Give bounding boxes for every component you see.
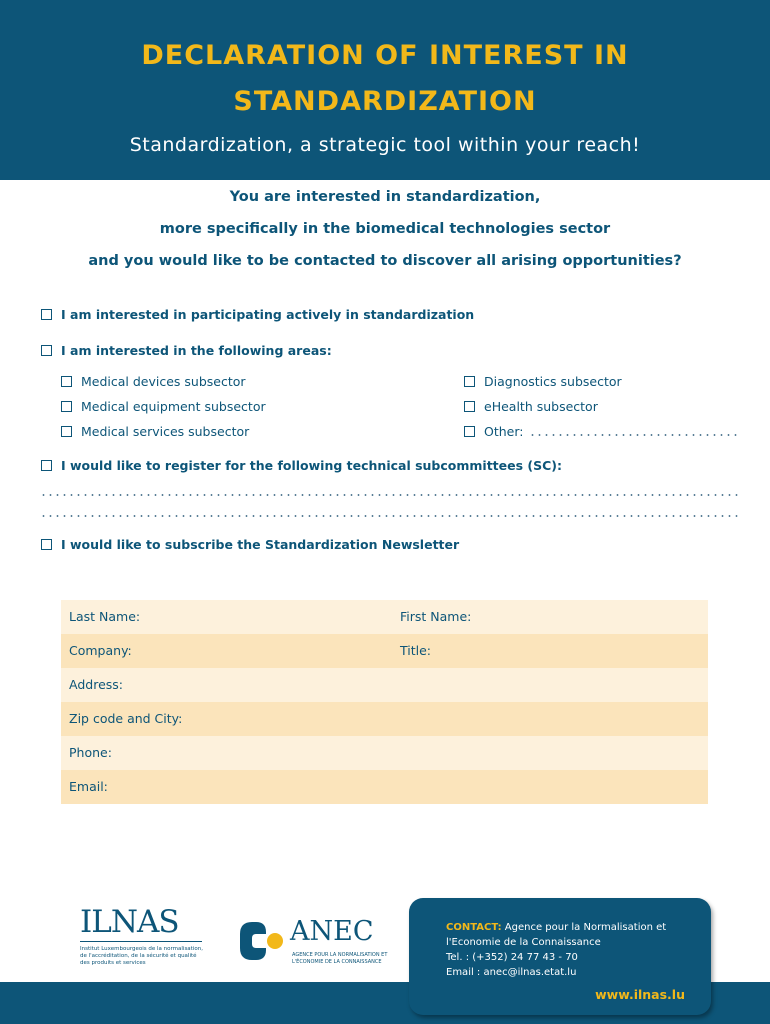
website-link[interactable]: www.ilnas.lu [595,987,685,1002]
title-line-1: DECLARATION OF INTEREST IN [141,40,629,71]
checkbox[interactable] [41,345,52,356]
form-row [61,702,708,736]
form-row [61,668,708,702]
checkbox[interactable] [61,426,72,437]
option-participate[interactable] [41,307,474,322]
option-subcommittees[interactable] [41,458,562,473]
title-field[interactable]: Title: [400,643,431,658]
divider [80,941,202,942]
checkbox[interactable] [464,376,475,387]
email-field[interactable]: Email: [69,779,108,794]
subsector-diagnostics[interactable] [464,374,622,389]
form-row [61,634,708,668]
option-subcommittees-label: I would like to register for the following technical subcommittees (SC): [61,458,563,473]
ilnas-description: Institut Luxembourgeois de la normalisation, de l'accréditation, de la sécurité et qualité des produits et services [80,946,203,966]
contact-line-1: Agence pour la Normalisation et [501,922,667,933]
checkbox[interactable] [41,460,52,471]
option-participate-label: I am interested in participating actively in standardization [61,307,475,322]
zip-city-field[interactable]: Zip code and City: [69,711,183,726]
ilnas-wordmark: ILNAS [80,904,179,940]
subcommittee-input-line-2[interactable] [40,515,742,517]
contact-card [409,898,711,1015]
subcommittee-input-line-1[interactable] [40,494,742,496]
first-name-field[interactable]: First Name: [400,609,472,624]
checkbox[interactable] [41,539,52,550]
page-title [0,33,770,125]
anec-logo-icon [230,914,286,968]
phone-field[interactable]: Phone: [69,745,112,760]
subsector-label: Medical devices subsector [81,374,246,389]
subsector-label: Medical services subsector [81,424,250,439]
contact-text [446,920,701,980]
option-newsletter-label: I would like to subscribe the Standardization Newsletter [61,537,460,552]
contact-phone: Tel. : (+352) 24 77 43 - 70 [446,952,578,963]
form-row [61,736,708,770]
subsector-medical-services[interactable] [61,424,249,439]
page-subtitle: Standardization, a strategic tool within your reach! [129,134,641,156]
header-banner [0,0,770,180]
anec-wordmark: ANEC [290,916,374,947]
subsector-medical-equipment[interactable] [61,399,266,414]
intro-line-3: and you would like to be contacted to discover all arising opportunities? [88,253,682,269]
checkbox[interactable] [464,401,475,412]
subsector-label: Diagnostics subsector [484,374,622,389]
checkbox[interactable] [61,376,72,387]
intro-line-2: more specifically in the biomedical technologies sector [159,221,611,237]
subsector-ehealth[interactable] [464,399,598,414]
checkbox[interactable] [41,309,52,320]
company-field[interactable]: Company: [69,643,132,658]
title-line-2: STANDARDIZATION [233,86,537,117]
intro-line-1: You are interested in standardization, [229,189,541,205]
option-areas[interactable] [41,343,332,358]
subsector-other[interactable] [464,424,737,439]
ilnas-logo [80,905,210,975]
address-field[interactable]: Address: [69,677,123,692]
anec-logo [230,912,390,972]
last-name-field[interactable]: Last Name: [69,609,141,624]
checkbox[interactable] [61,401,72,412]
form-row [61,600,708,634]
other-input-line[interactable] [529,434,737,436]
contact-email[interactable]: Email : anec@ilnas.etat.lu [446,967,577,978]
subsector-label: Other: [484,424,524,439]
option-newsletter[interactable] [41,537,459,552]
subsector-label: eHealth subsector [484,399,598,414]
checkbox[interactable] [464,426,475,437]
subsector-label: Medical equipment subsector [81,399,266,414]
contact-line-2: l'Economie de la Connaissance [446,937,601,948]
anec-description: AGENCE POUR LA NORMALISATION ET L'ÉCONOMIE DE LA CONNAISSANCE [292,952,388,965]
contact-details-form [61,600,708,804]
form-row [61,770,708,804]
subsector-medical-devices[interactable] [61,374,246,389]
option-areas-label: I am interested in the following areas: [61,343,332,358]
contact-label: CONTACT: [446,922,502,933]
